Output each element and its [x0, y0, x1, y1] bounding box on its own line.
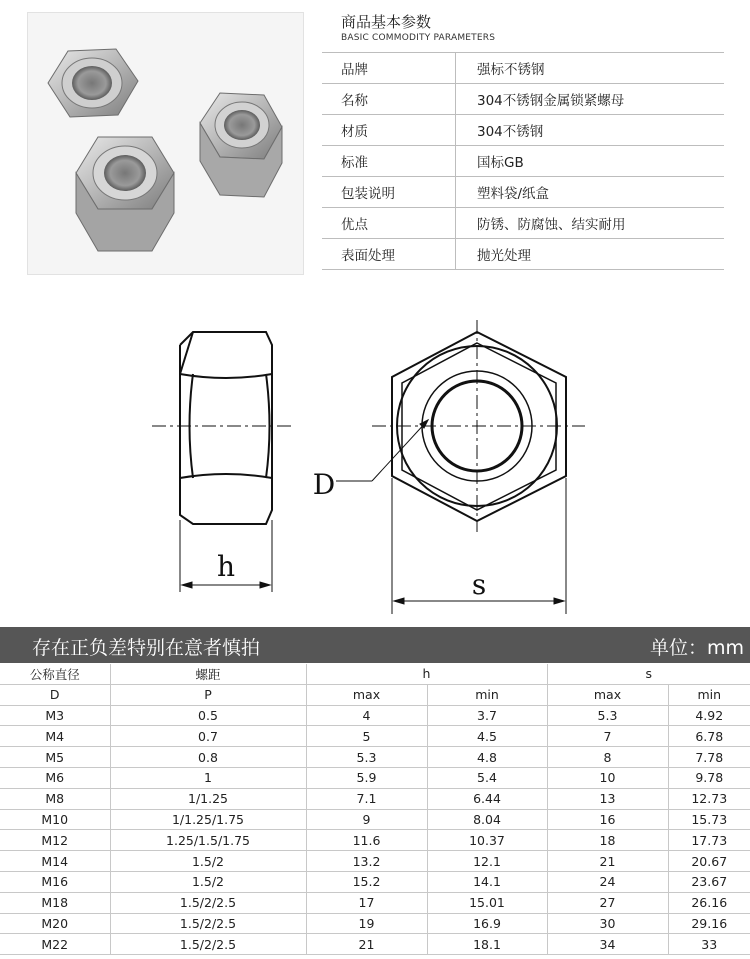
spec-header-row-2 [0, 684, 750, 705]
table-cell: 1.25/1.5/1.75 [110, 830, 306, 851]
table-cell: M5 [0, 747, 110, 768]
nut-photo-illustration [28, 13, 303, 274]
table-cell: 21 [306, 934, 427, 955]
param-value: 国标GB [456, 146, 725, 177]
table-cell: 27 [547, 892, 668, 913]
param-key: 材质 [322, 115, 456, 146]
table-cell: M16 [0, 871, 110, 892]
table-cell: 1.5/2 [110, 871, 306, 892]
table-cell: 24 [547, 871, 668, 892]
param-value: 防锈、防腐蚀、结实耐用 [456, 208, 725, 239]
table-cell: 15.73 [668, 809, 750, 830]
table-cell: 20.67 [668, 851, 750, 872]
label-h: h [216, 550, 236, 583]
params-row [322, 208, 724, 239]
table-cell: 4.92 [668, 705, 750, 726]
params-row [322, 146, 724, 177]
param-key: 包装说明 [322, 177, 456, 208]
table-cell: 1/1.25/1.75 [110, 809, 306, 830]
table-cell: 16 [547, 809, 668, 830]
table-cell: 5 [306, 726, 427, 747]
table-cell: 8.04 [427, 809, 547, 830]
param-key: 品牌 [322, 53, 456, 84]
nut-side-view [180, 332, 272, 524]
header-cell: max [547, 684, 668, 705]
params-row [322, 177, 724, 208]
table-cell: M12 [0, 830, 110, 851]
params-title: 商品基本参数 [341, 13, 432, 31]
table-cell: 10 [547, 767, 668, 788]
header-cell: min [668, 684, 750, 705]
header-cell: min [427, 684, 547, 705]
header-cell: s [547, 664, 750, 684]
table-cell: 0.5 [110, 705, 306, 726]
table-cell: M20 [0, 913, 110, 934]
table-cell: 9.78 [668, 767, 750, 788]
table-cell: 12.1 [427, 851, 547, 872]
table-cell: 0.8 [110, 747, 306, 768]
param-key: 优点 [322, 208, 456, 239]
table-cell: 4 [306, 705, 427, 726]
table-row [0, 767, 750, 788]
spec-table [0, 664, 750, 955]
label-d: D [312, 468, 336, 501]
table-cell: 5.4 [427, 767, 547, 788]
table-row [0, 705, 750, 726]
table-cell: 1.5/2/2.5 [110, 892, 306, 913]
table-row [0, 851, 750, 872]
params-row [322, 53, 724, 84]
table-cell: M22 [0, 934, 110, 955]
table-cell: 14.1 [427, 871, 547, 892]
param-value: 304不锈钢 [456, 115, 725, 146]
technical-drawing [150, 320, 600, 620]
table-cell: 1.5/2/2.5 [110, 934, 306, 955]
header-cell: max [306, 684, 427, 705]
table-cell: 29.16 [668, 913, 750, 934]
table-cell: M4 [0, 726, 110, 747]
table-cell: 4.8 [427, 747, 547, 768]
dimension-lines [180, 420, 566, 614]
table-cell: 12.73 [668, 788, 750, 809]
table-cell: 15.01 [427, 892, 547, 913]
param-value: 抛光处理 [456, 239, 725, 270]
table-row [0, 871, 750, 892]
label-s: s [471, 568, 487, 601]
header-cell: P [110, 684, 306, 705]
table-cell: 1.5/2/2.5 [110, 913, 306, 934]
table-row [0, 830, 750, 851]
table-cell: 18 [547, 830, 668, 851]
table-cell: 18.1 [427, 934, 547, 955]
table-cell: 1.5/2 [110, 851, 306, 872]
table-cell: 9 [306, 809, 427, 830]
param-key: 标准 [322, 146, 456, 177]
table-cell: 7.78 [668, 747, 750, 768]
params-row [322, 115, 724, 146]
params-subtitle: BASIC COMMODITY PARAMETERS [341, 33, 496, 43]
table-row [0, 788, 750, 809]
table-row [0, 913, 750, 934]
table-cell: 13.2 [306, 851, 427, 872]
product-photo [27, 12, 304, 275]
table-row [0, 934, 750, 955]
table-cell: 7 [547, 726, 668, 747]
table-row [0, 726, 750, 747]
table-cell: M6 [0, 767, 110, 788]
table-cell: 6.44 [427, 788, 547, 809]
param-value: 塑料袋/纸盒 [456, 177, 725, 208]
table-cell: M14 [0, 851, 110, 872]
table-cell: 23.67 [668, 871, 750, 892]
table-cell: 15.2 [306, 871, 427, 892]
spec-table-body [0, 705, 750, 955]
header-cell: D [0, 684, 110, 705]
spec-header-row-1 [0, 664, 750, 684]
table-row [0, 809, 750, 830]
table-cell: 17 [306, 892, 427, 913]
table-cell: 30 [547, 913, 668, 934]
table-cell: 21 [547, 851, 668, 872]
table-cell: 26.16 [668, 892, 750, 913]
unit-label: 单位：mm [649, 637, 744, 659]
table-cell: 16.9 [427, 913, 547, 934]
param-key: 名称 [322, 84, 456, 115]
table-cell: 1/1.25 [110, 788, 306, 809]
table-cell: 1 [110, 767, 306, 788]
table-cell: 8 [547, 747, 668, 768]
table-cell: 11.6 [306, 830, 427, 851]
header-cell: h [306, 664, 547, 684]
header-cell: 螺距 [110, 664, 306, 684]
tolerance-notice: 存在正负差特别在意者慎拍 [32, 637, 261, 659]
table-cell: M8 [0, 788, 110, 809]
table-row [0, 892, 750, 913]
param-value: 强标不锈钢 [456, 53, 725, 84]
table-cell: 5.3 [547, 705, 668, 726]
table-cell: 34 [547, 934, 668, 955]
table-cell: 13 [547, 788, 668, 809]
param-key: 表面处理 [322, 239, 456, 270]
table-cell: 0.7 [110, 726, 306, 747]
params-row [322, 239, 724, 270]
notice-banner [0, 627, 750, 663]
table-cell: 6.78 [668, 726, 750, 747]
params-row [322, 84, 724, 115]
param-value: 304不锈钢金属锁紧螺母 [456, 84, 725, 115]
table-cell: 19 [306, 913, 427, 934]
table-cell: 10.37 [427, 830, 547, 851]
table-cell: 33 [668, 934, 750, 955]
table-cell: 3.7 [427, 705, 547, 726]
table-cell: M10 [0, 809, 110, 830]
table-cell: M3 [0, 705, 110, 726]
table-cell: 17.73 [668, 830, 750, 851]
params-table [322, 52, 724, 270]
table-cell: 7.1 [306, 788, 427, 809]
table-cell: 4.5 [427, 726, 547, 747]
header-cell: 公称直径 [0, 664, 110, 684]
table-cell: M18 [0, 892, 110, 913]
table-cell: 5.3 [306, 747, 427, 768]
table-row [0, 747, 750, 768]
table-cell: 5.9 [306, 767, 427, 788]
